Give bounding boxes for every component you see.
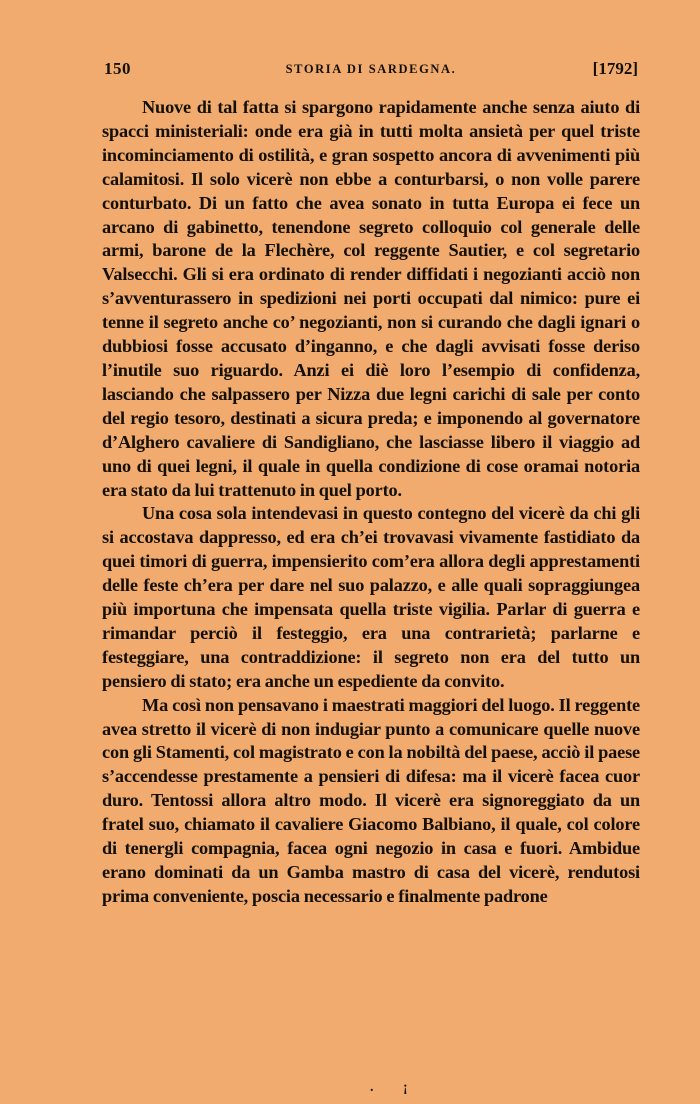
running-title: STORIA DI SARDEGNA. <box>285 62 457 76</box>
paragraph: Ma così non pensavano i maestrati maggiori del luogo. Il reggente avea stretto il vicerè di non indugiar punto a comunicare quelle nuove con gli Stamenti, col magistrato e con la nobiltà del paese, acciò il paese s’accendesse prestamente a pensieri di difesa: ma il vicerè facea cuor duro. Tentossi allora altro modo. Il vicerè era signoreggiato da un fratel suo, chiamato il cavaliere Giacomo Balbiano, il quale, col colore di tenergli compagnia, facea ogni negozio in casa e fuori. Ambidue erano dominati da un Gamba mastro di casa del vicerè, rendutosi prima conveniente, poscia necessario e finalmente padrone <box>102 694 640 906</box>
paragraph: Una cosa sola intendevasi in questo contegno del vicerè da chi gli si accostava dappresso, ed era ch’ei trovavasi vivamente fastidiato da quei timori di guerra, impensierito com’era allora degli apprestamenti delle feste ch’era per dare nel suo palazzo, e alle quali sopraggiungea più importuna che impensata quella triste vigilia. Parlar di guerra e rimandar perciò il festeggio, era una contrarietà; parlarne e festeggiare, una contraddizione: il segreto non era del tutto un pensiero di stato; era anche un espediente da convito. <box>102 503 640 691</box>
page-header <box>104 59 638 85</box>
footer-mark: . <box>370 1080 374 1095</box>
footer-marks <box>370 1080 434 1096</box>
page-number: 150 <box>104 59 131 78</box>
paragraph: Nuove di tal fatta si spargono rapidamente anche senza aiuto di spacci ministeriali: onde era già in tutti molta ansietà per quel triste incominciamento di ostilità, e gran sospetto ancora di avvenimenti più calamitosi. Il solo vicerè non ebbe a conturbarsi, o non volle parere conturbato. Di un fatto che avea sonato in tutta Europa ei fece un arcano di gabinetto, tenendone segreto colloquio col generale delle armi, barone de la Flechère, col reggente Sautier, e col segretario Valsecchi. Gli si era ordinato di render diffidati i negozianti acciò non s’avventurassero in spedizioni nei porti occupati dal nimico: pure ei tenne il segreto anche co’ negozianti, non si curando che dagli ignari o dubbiosi fosse accusato d’inganno, e che dagli avvisati fosse deriso l’inutile suo riguardo. Anzi ei diè loro l’esempio di confidenza, lasciando che salpassero per Nizza due legni carichi di sale per conto del regio tesoro, destinati a sicura preda; e imponendo al governatore d’Alghero cavaliere di Sandigliano, che lasciasse libero il viaggio ad uno di quei legni, il quale in quella condizione di cose oramai notoria era stato da lui trattenuto in quel porto. <box>102 97 640 500</box>
body-text <box>102 96 640 909</box>
footer-mark: ¡ <box>403 1080 408 1095</box>
year-marker: [1792] <box>592 59 638 78</box>
